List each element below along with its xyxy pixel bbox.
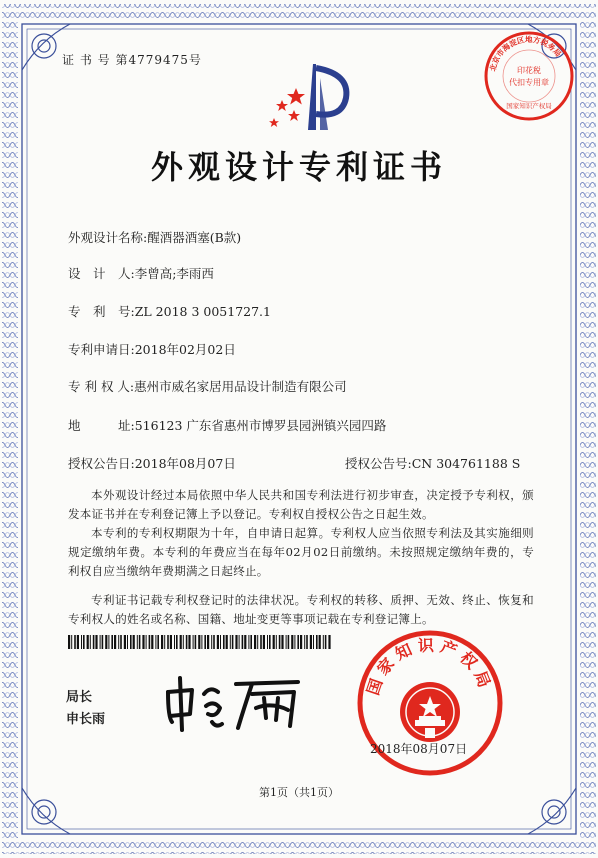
tax-stamp-seal (483, 30, 575, 122)
barcode (68, 635, 332, 649)
address-value: 516123 广东省惠州市博罗县园洲镇兴园四路 (134, 418, 387, 433)
seal-date: 2018年08月07日 (370, 742, 468, 756)
body-text (68, 486, 534, 629)
patent-office-emblem-icon (258, 58, 358, 140)
grant-date-value: 2018年08月07日 (134, 456, 236, 471)
tax-seal-ring-text: 北京市海淀区地方税务局 (488, 34, 563, 73)
filing-date-label: 专利申请日: (68, 342, 135, 357)
patentee-label: 专 利 权 人: (68, 379, 135, 394)
patent-number-label: 专 利 号: (68, 304, 135, 319)
national-emblem-icon (400, 682, 460, 742)
field-address (68, 416, 386, 434)
field-grant-number (345, 454, 520, 472)
certificate-number: 证 书 号 第4779475号 (62, 53, 202, 67)
signature-labels (66, 687, 105, 731)
filing-date-value: 2018年02月02日 (134, 342, 236, 357)
grant-number-value: CN 304761188 S (411, 456, 521, 471)
director-name: 申长雨 (66, 712, 106, 727)
director-title: 局长 (66, 690, 93, 705)
design-name-value: 醒酒器酒塞(B款) (147, 230, 242, 245)
patentee-value: 惠州市威名家居用品设计制造有限公司 (134, 379, 347, 394)
page-number: 第1页（共1页） (259, 786, 339, 799)
field-design-name (68, 228, 241, 246)
tax-seal-line1: 印花税 (517, 66, 541, 75)
design-name-label: 外观设计名称: (68, 230, 148, 245)
grant-number-label: 授权公告号: (345, 456, 412, 471)
document-title: 外观设计专利证书 (150, 148, 447, 186)
paragraph-legal-status: 专利证书记载专利权登记时的法律状况。专利权的转移、质押、无效、终止、恢复和专利权人的姓名或名称、国籍、地址变更等事项记载在专利登记簿上。 (68, 593, 534, 626)
paragraph-term: 本专利的专利权期限为十年，自申请日起算。专利权人应当依照专利法及其实施细则规定缴纳年费。本专利的年费应当在每年02月02日前缴纳。未按照规定缴纳年费的，专利权自应当缴纳年费期满之日起终止。 (68, 526, 534, 578)
field-filing-date (68, 340, 236, 358)
field-patent-number (68, 302, 271, 320)
address-label: 地 址: (68, 418, 135, 433)
patent-number-value: ZL 2018 3 0051727.1 (134, 304, 271, 319)
tax-seal-bottom-text: 国家知识产权局 (506, 102, 552, 110)
grant-date-label: 授权公告日: (68, 456, 135, 471)
field-designer (68, 264, 214, 282)
field-grant-date (68, 454, 236, 472)
paragraph-grant: 本外观设计经过本局依照中华人民共和国专利法进行初步审查，决定授予专利权，颁发本证书并在专利登记簿上予以登记。专利权自授权公告之日起生效。 (68, 488, 534, 521)
handwritten-signature (160, 672, 310, 732)
designer-value: 李曾高;李雨西 (134, 266, 214, 281)
designer-label: 设 计 人: (68, 266, 135, 281)
tax-seal-line2: 代扣专用章 (509, 78, 549, 87)
official-seal-text: 国家知识产权局 (363, 635, 497, 698)
field-patentee (68, 377, 347, 395)
